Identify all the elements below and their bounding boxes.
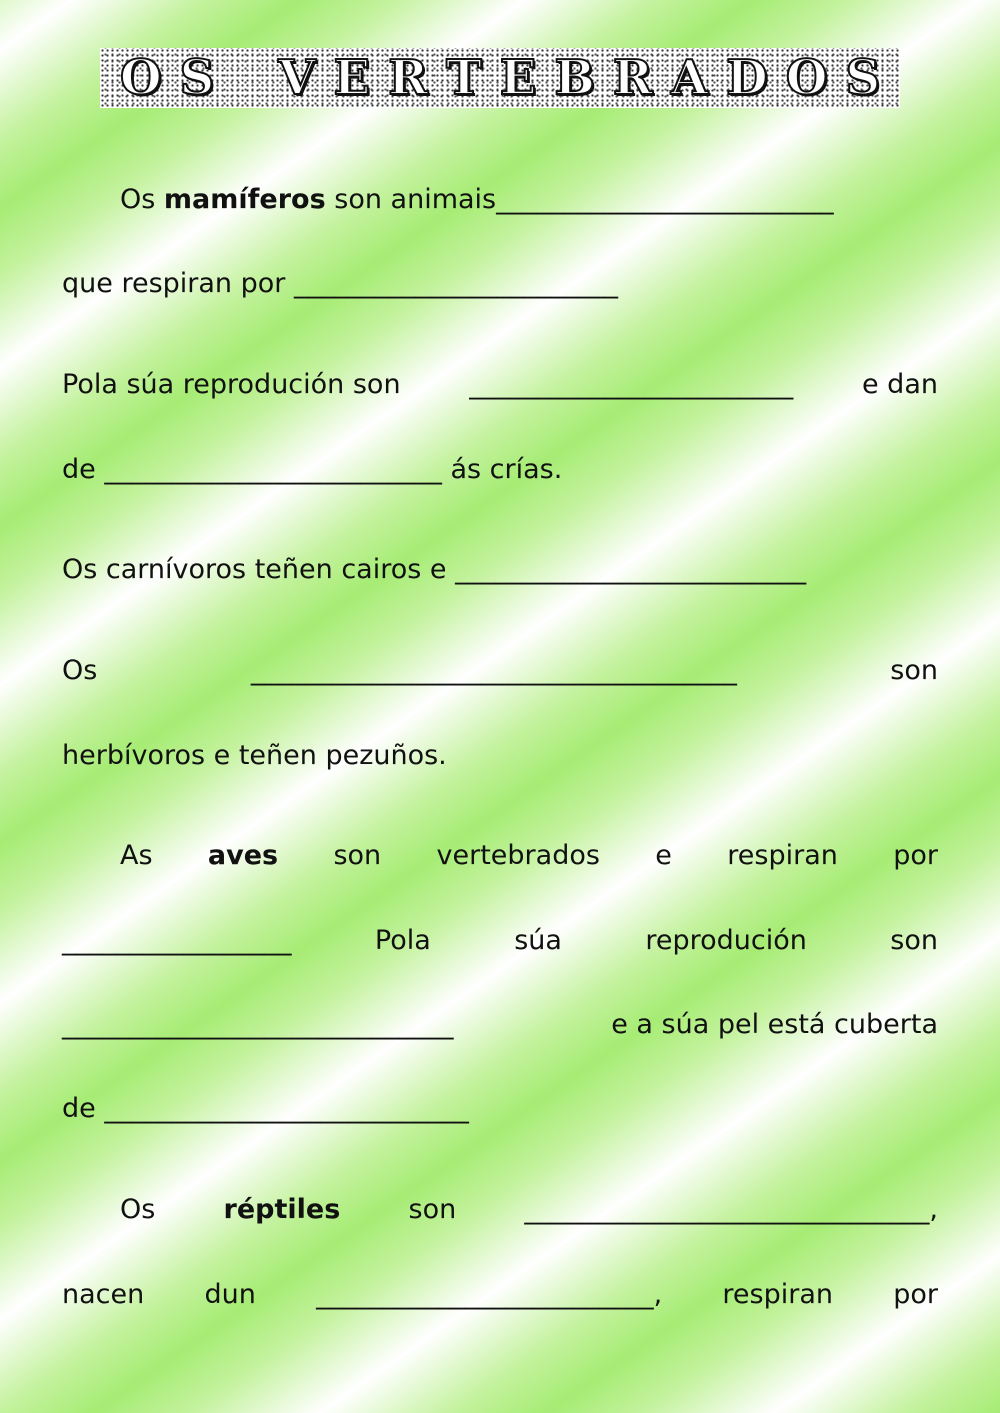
title-letter: R [388, 50, 429, 106]
birds-line-2 [62, 923, 938, 959]
title-letter: S [179, 50, 215, 106]
text: dun [204, 1279, 256, 1310]
text: reprodución [645, 925, 807, 956]
text: son [890, 925, 938, 956]
text: súa [514, 925, 562, 956]
title-letter: E [333, 50, 371, 106]
blank-field[interactable]: ________________________ [293, 268, 618, 299]
text: Pola [374, 925, 431, 956]
text: e a súa pel está cuberta [611, 1009, 938, 1040]
text: e [655, 840, 672, 871]
text: son [408, 1194, 457, 1225]
blank-field[interactable]: _________________________, [316, 1279, 663, 1310]
text: Os carnívoros teñen cairos e [62, 554, 447, 585]
text: que respiran por [62, 268, 286, 299]
text: As [120, 840, 153, 871]
mammals-line-3 [62, 367, 938, 403]
blank-field[interactable]: ________________________ [469, 369, 794, 400]
text: nacen [62, 1279, 145, 1310]
text: respiran [727, 840, 838, 871]
text: son [890, 655, 938, 686]
reptiles-line-1 [120, 1192, 938, 1228]
mammals-line-4 [62, 452, 938, 488]
mammals-line-5 [62, 552, 938, 588]
blank-field[interactable]: _____________________________ [62, 1009, 454, 1040]
text: de [62, 454, 96, 485]
text: por [893, 1279, 938, 1310]
title-letter: A [670, 50, 709, 106]
text: Os [120, 184, 156, 215]
title-letter: T [446, 50, 482, 106]
reptiles-line-2 [62, 1277, 938, 1313]
text: Os [62, 655, 98, 686]
birds-line-4 [62, 1091, 938, 1127]
text: por [893, 840, 938, 871]
title-letter: O [119, 50, 162, 106]
blank-field[interactable]: __________________________ [455, 554, 807, 585]
keyword-mamiferos: mamíferos [163, 184, 326, 215]
blank-field[interactable]: _________________________ [104, 454, 442, 485]
blank-field[interactable]: ______________________________, [524, 1194, 938, 1225]
keyword-reptiles: réptiles [223, 1194, 341, 1225]
mammals-line-7 [62, 738, 938, 774]
keyword-aves: aves [207, 840, 279, 871]
text: Os [120, 1194, 156, 1225]
text: son [333, 840, 382, 871]
blank-field[interactable]: _________________________ [496, 184, 834, 215]
title-letter: O [785, 50, 828, 106]
text: ás crías. [450, 454, 563, 485]
title-letter: S [845, 50, 881, 106]
mammals-line-1 [62, 182, 938, 218]
text: vertebrados [436, 840, 600, 871]
birds-line-3 [62, 1007, 938, 1043]
title-letter: D [726, 50, 768, 106]
title-letter: R [612, 50, 653, 106]
mammals-line-2 [62, 266, 938, 302]
text: e dan [861, 369, 938, 400]
page-title [100, 48, 900, 108]
mammals-line-6 [62, 653, 938, 689]
text: respiran [722, 1279, 833, 1310]
text: de [62, 1093, 96, 1124]
title-letter: V [278, 50, 316, 106]
text: herbívoros e teñen pezuños. [62, 740, 447, 771]
blank-field[interactable]: _________________ [62, 925, 292, 956]
text: son animais [334, 184, 497, 215]
blank-field[interactable]: ____________________________________ [250, 655, 737, 686]
blank-field[interactable]: ___________________________ [104, 1093, 469, 1124]
birds-line-1 [120, 838, 938, 874]
title-letter: B [554, 50, 595, 106]
title-letter: E [499, 50, 537, 106]
text: Pola súa reprodución son [62, 369, 401, 400]
